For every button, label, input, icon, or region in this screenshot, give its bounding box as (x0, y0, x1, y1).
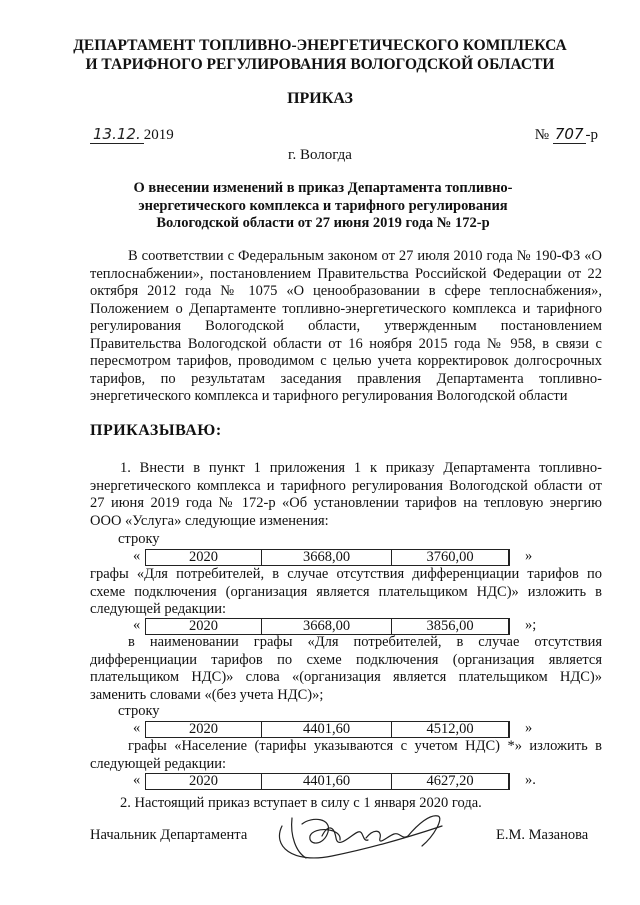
open-quote: « (133, 772, 141, 788)
row-value-2: 3760,00 (392, 549, 509, 566)
row-year: 2020 (145, 549, 262, 566)
row-value-1: 3668,00 (262, 618, 392, 635)
preamble-paragraph: В соответствии с Федеральным законом от 27 июля 2010 года № 190-ФЗ «О теплоснабжении», постановлением Правительства Российской Федерации от 22 октября 2012 года № 1075 «О ценообразовании в сфере теплоснабжения», Положением о Департаменте топливно-энергетического комплекса и тарифного регулирования Вологодской области, утвержденным постановлением Правительства Вологодской области от 16 ноября 2015 года № 958, в связи с пересмотром тарифов, проводимом с целью учета корректировок долгосрочных тарифов, по результатам заседания правления Департамента топливно-энергетического комплекса и тарифного регулирования Вологодской области (90, 248, 602, 404)
close-quote: » (525, 720, 533, 736)
row-end-cell (509, 549, 510, 566)
number-suffix: -р (585, 127, 598, 143)
row-year: 2020 (145, 721, 262, 738)
row-end-cell (509, 721, 510, 738)
item-2: 2. Настоящий приказ вступает в силу с 1 января 2020 года. (120, 795, 482, 811)
row-end-cell (509, 773, 510, 790)
close-quote: »; (525, 617, 537, 633)
open-quote: « (133, 720, 141, 736)
close-quote: ». (525, 772, 536, 788)
row-value-1: 3668,00 (262, 549, 392, 566)
number-handwritten: 707 (554, 125, 584, 143)
handwritten-signature (262, 806, 462, 866)
text-graphy-a: графы «Для потребителей, в случае отсутствия дифференциации тарифов по схеме подключения (организация является плательщиком НДС)» изложить в следующей редакции: (90, 566, 602, 617)
row-year: 2020 (145, 773, 262, 790)
open-quote: « (133, 617, 141, 633)
close-quote: » (525, 548, 533, 564)
order-word: ПРИКАЗЫВАЮ: (90, 422, 222, 439)
row-value-1: 4401,60 (262, 721, 392, 738)
date-year: 2019 (143, 127, 174, 143)
row-end-cell (509, 618, 510, 635)
signatory-position: Начальник Департамента (90, 827, 248, 843)
label-stroku-2: строку (118, 703, 160, 719)
row-value-1: 4401,60 (262, 773, 392, 790)
department-line-1: ДЕПАРТАМЕНТ ТОПЛИВНО-ЭНЕРГЕТИЧЕСКОГО КОМПЛЕКСА (73, 37, 567, 54)
row-value-2: 4512,00 (392, 721, 509, 738)
item-1-intro: 1. Внести в пункт 1 приложения 1 к приказу Департамента топливно-энергетического комплекса и тарифного регулирования Вологодской области от 27 июня 2019 года № 172-р «Об установлении тарифов на тепловую энергию ООО «Услуга» следующие изменения: (90, 460, 602, 529)
text-graphy-c: графы «Население (тарифы указываются с учетом НДС) *» изложить в следующей редакции: (90, 738, 602, 772)
date-handwritten: 13.12. (90, 125, 144, 144)
number-prefix: № (534, 127, 550, 143)
order-date (90, 125, 174, 144)
label-stroku: строку (118, 531, 160, 547)
text-rename-b: в наименовании графы «Для потребителей, в случае отсутствия дифференциации тарифов по схеме подключения (организация является плательщиком НДС)» слова «(организация является плательщиком НДС)» заменить словами «(без учета НДС)»; (90, 634, 602, 703)
order-number (535, 125, 598, 144)
open-quote: « (133, 548, 141, 564)
order-subject: О внесении изменений в приказ Департамента топливно-энергетического комплекса и тарифного регулирования Вологодской области от 27 июня 2019 года № 172-р (133, 180, 513, 231)
department-heading (0, 36, 640, 74)
department-line-2: И ТАРИФНОГО РЕГУЛИРОВАНИЯ ВОЛОГОДСКОЙ ОБЛАСТИ (85, 56, 555, 73)
row-year: 2020 (145, 618, 262, 635)
doc-type-title: ПРИКАЗ (287, 90, 353, 107)
signatory-name: Е.М. Мазанова (496, 827, 589, 843)
city: г. Вологда (288, 147, 352, 163)
row-value-2: 3856,00 (392, 618, 509, 635)
row-value-2: 4627,20 (392, 773, 509, 790)
